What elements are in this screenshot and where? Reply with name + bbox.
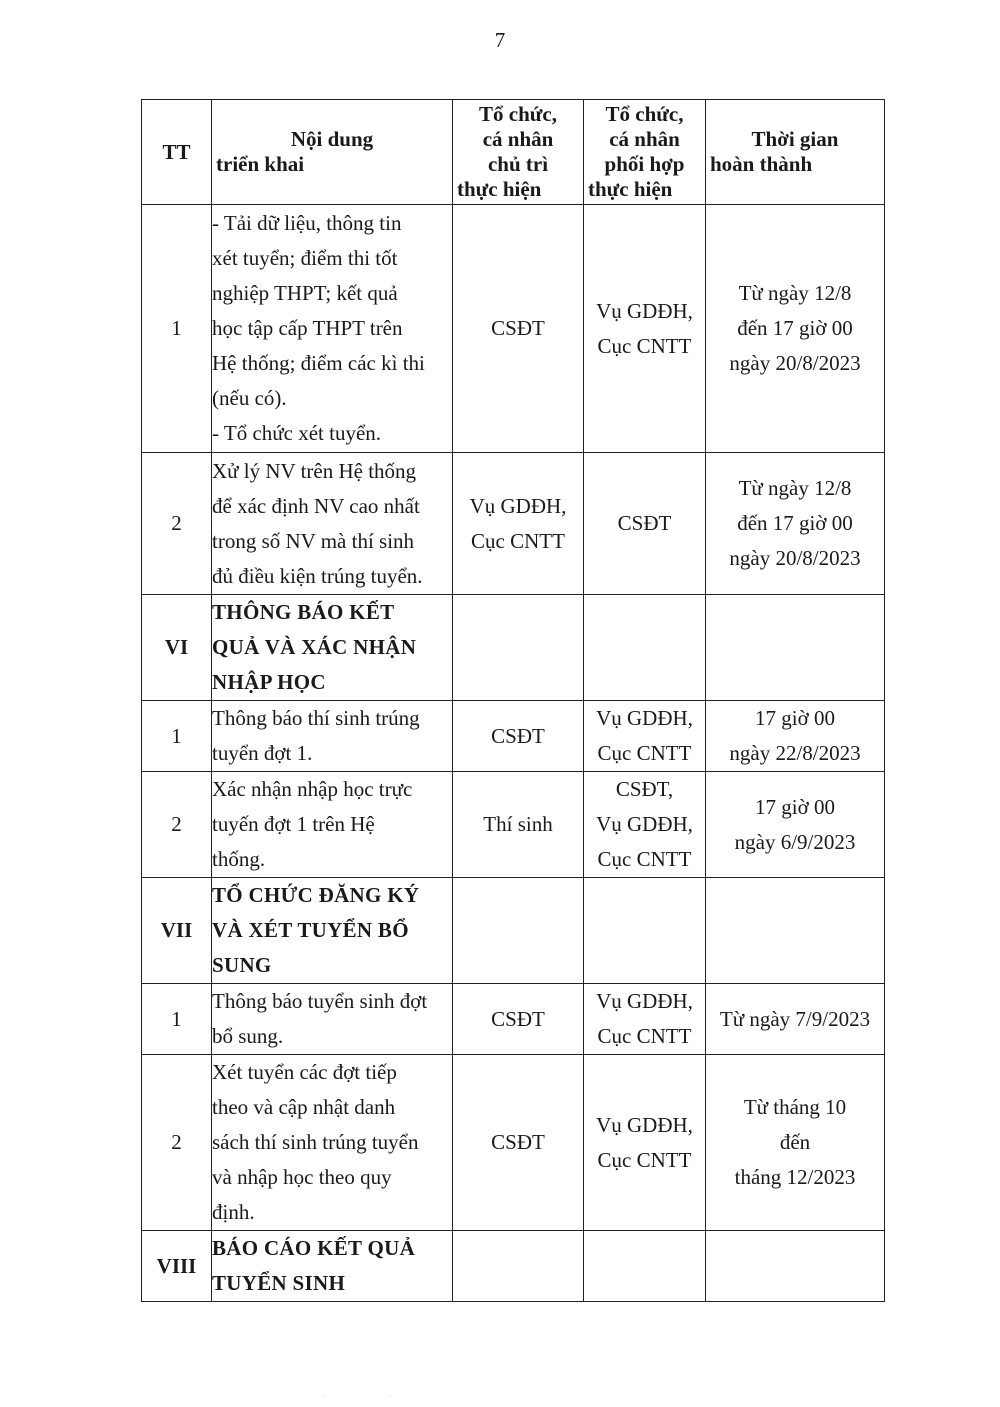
section-row [142, 1231, 885, 1302]
cell-line: ngày 6/9/2023 [734, 829, 856, 854]
cell-line: học tập cấp THPT trên [212, 316, 403, 340]
cell-tt: 2 [142, 1055, 212, 1231]
cell-coop [584, 701, 706, 772]
cell-line: định. [212, 1200, 255, 1224]
cell-time [706, 1231, 885, 1302]
cell-line: bổ sung. [212, 1024, 284, 1048]
cell-line: Thí sinh [483, 812, 553, 836]
cell-line: BÁO CÁO KẾT QUẢ [212, 1236, 416, 1260]
cell-line: CSĐT [491, 1006, 545, 1031]
cell-line: THÔNG BÁO KẾT [212, 600, 395, 624]
cell-line: Cục CNTT [597, 741, 692, 765]
cell-line: SUNG [212, 953, 272, 977]
table-body [142, 205, 885, 1302]
cell-line: 17 giờ 00 [755, 794, 835, 819]
cell-line: hoàn thành [710, 152, 813, 176]
cell-lead [453, 878, 584, 984]
cell-line: Xét tuyển các đợt tiếp [212, 1060, 397, 1084]
table-row [142, 1055, 885, 1231]
cell-content [212, 595, 453, 701]
cell-line: Thời gian [751, 127, 839, 151]
cell-lead [453, 205, 584, 453]
cell-line: cá nhân [609, 127, 680, 151]
cell-tt: VII [142, 878, 212, 984]
cell-line: thống. [212, 847, 266, 871]
cell-line: nghiệp THPT; kết quả [212, 281, 398, 305]
header-coop [584, 100, 706, 205]
cell-lead [453, 1231, 584, 1302]
cell-line: phối hợp [604, 152, 685, 176]
cell-line: tuyển đợt 1. [212, 741, 313, 765]
cell-line: triển khai [216, 152, 305, 176]
cell-line: TUYỂN SINH [212, 1271, 346, 1295]
cell-lead [453, 772, 584, 878]
table-row [142, 205, 885, 453]
cell-line: xét tuyển; điểm thi tốt [212, 246, 398, 270]
cell-line: Từ ngày 12/8 [738, 476, 852, 500]
cell-line: VÀ XÉT TUYỂN BỔ [212, 918, 409, 942]
cell-time [706, 984, 885, 1055]
cell-line: Vụ GDĐH, [596, 1112, 693, 1137]
cell-time [706, 595, 885, 701]
cell-time [706, 1055, 885, 1231]
schedule-table [141, 99, 885, 1302]
cell-line: chủ trì [487, 152, 549, 176]
cell-lead [453, 453, 584, 595]
cell-lead [453, 595, 584, 701]
cell-line: đến 17 giờ 00 [737, 316, 853, 340]
cell-line: theo và cập nhật danh [212, 1095, 396, 1119]
table-row [142, 453, 885, 595]
cell-line: thực hiện [457, 177, 542, 201]
cell-lead [453, 701, 584, 772]
cell-line: CSĐT [491, 316, 545, 340]
cell-line: Tổ chức, [605, 102, 684, 126]
section-row [142, 878, 885, 984]
cell-tt: 1 [142, 701, 212, 772]
cell-line: trong số NV mà thí sinh [212, 528, 415, 553]
cell-line: sách thí sinh trúng tuyển [212, 1130, 419, 1154]
cell-content [212, 701, 453, 772]
page-number: 7 [494, 28, 506, 52]
section-row [142, 595, 885, 701]
cell-line: CSĐT [617, 511, 672, 535]
cell-line: NHẬP HỌC [212, 670, 326, 694]
cell-line: đủ điều kiện trúng tuyển. [212, 563, 423, 588]
cell-line: Từ tháng 10 [743, 1095, 847, 1119]
cell-content [212, 205, 453, 453]
cell-tt: 2 [142, 772, 212, 878]
cell-line: Xử lý NV trên Hệ thống [212, 458, 417, 483]
cell-lead [453, 1055, 584, 1231]
header-tt: TT [142, 100, 212, 205]
cell-line: Từ ngày 12/8 [738, 281, 852, 305]
cell-line: Từ ngày 7/9/2023 [719, 1006, 871, 1031]
cell-content [212, 1231, 453, 1302]
cell-time [706, 772, 885, 878]
header-lead [453, 100, 584, 205]
cell-time [706, 701, 885, 772]
cell-coop [584, 772, 706, 878]
cell-line: QUẢ VÀ XÁC NHẬN [212, 635, 417, 659]
cell-content [212, 878, 453, 984]
cell-line: tháng 12/2023 [734, 1165, 856, 1189]
header-time [706, 100, 885, 205]
cell-line: thực hiện [588, 177, 673, 201]
cell-line: CSĐT [491, 723, 545, 748]
cell-time [706, 205, 885, 453]
cell-coop [584, 1055, 706, 1231]
table-row [142, 984, 885, 1055]
cell-coop [584, 595, 706, 701]
cell-line: CSĐT [491, 1130, 545, 1154]
cell-line: cá nhân [482, 127, 554, 151]
cell-line: Vụ GDĐH, [596, 812, 693, 836]
cell-line: Vụ GDĐH, [596, 706, 693, 730]
cell-line: để xác định NV cao nhất [212, 493, 420, 518]
cell-line: Nội dung [290, 127, 374, 151]
cell-line: Hệ thống; điểm các kì thi [212, 351, 425, 375]
cell-line: Xác nhận nhập học trực [212, 777, 413, 801]
cell-line: TỔ CHỨC ĐĂNG KÝ [212, 883, 420, 907]
cell-tt: 1 [142, 984, 212, 1055]
cell-line: đến [779, 1130, 811, 1154]
cell-line: Vụ GDĐH, [469, 493, 567, 518]
cell-line: Cục CNTT [597, 333, 692, 358]
cell-lead [453, 984, 584, 1055]
cell-tt: 1 [142, 205, 212, 453]
cell-line: CSĐT, [615, 777, 674, 801]
cell-time [706, 453, 885, 595]
cell-content [212, 453, 453, 595]
cell-coop [584, 453, 706, 595]
cell-coop [584, 1231, 706, 1302]
cell-content [212, 1055, 453, 1231]
cell-line: ngày 22/8/2023 [729, 741, 861, 765]
cell-line: (nếu có). [212, 386, 287, 410]
cell-line: tuyến đợt 1 trên Hệ [212, 812, 375, 836]
table-row [142, 701, 885, 772]
cell-tt: VIII [142, 1231, 212, 1302]
cell-content [212, 984, 453, 1055]
cell-line: Cục CNTT [597, 1024, 692, 1048]
cell-content [212, 772, 453, 878]
cell-tt: 2 [142, 453, 212, 595]
cell-line: Cục CNTT [471, 528, 565, 553]
cell-coop [584, 984, 706, 1055]
cell-line: Thông báo thí sinh trúng [212, 706, 420, 730]
cell-line: - Tổ chức xét tuyển. [212, 421, 382, 445]
cell-line: Cục CNTT [597, 847, 692, 871]
cell-coop [584, 878, 706, 984]
scan-speck: · [322, 1392, 325, 1401]
cell-time [706, 878, 885, 984]
cell-line: Cục CNTT [597, 1147, 692, 1172]
cell-line: ngày 20/8/2023 [729, 546, 861, 570]
table-header-row [142, 100, 885, 205]
cell-tt: VI [142, 595, 212, 701]
cell-coop [584, 205, 706, 453]
scan-speck: · [388, 1392, 391, 1401]
cell-line: - Tải dữ liệu, thông tin [212, 211, 402, 235]
cell-line: đến 17 giờ 00 [737, 511, 853, 535]
cell-line: Vụ GDĐH, [596, 298, 693, 323]
cell-line: và nhập học theo quy [212, 1165, 392, 1189]
cell-line: Tổ chức, [479, 102, 557, 126]
cell-line: Vụ GDĐH, [596, 989, 693, 1013]
cell-line: Thông báo tuyển sinh đợt [212, 989, 428, 1013]
cell-line: 17 giờ 00 [755, 706, 835, 730]
header-content [212, 100, 453, 205]
cell-line: ngày 20/8/2023 [729, 351, 861, 375]
table-row [142, 772, 885, 878]
